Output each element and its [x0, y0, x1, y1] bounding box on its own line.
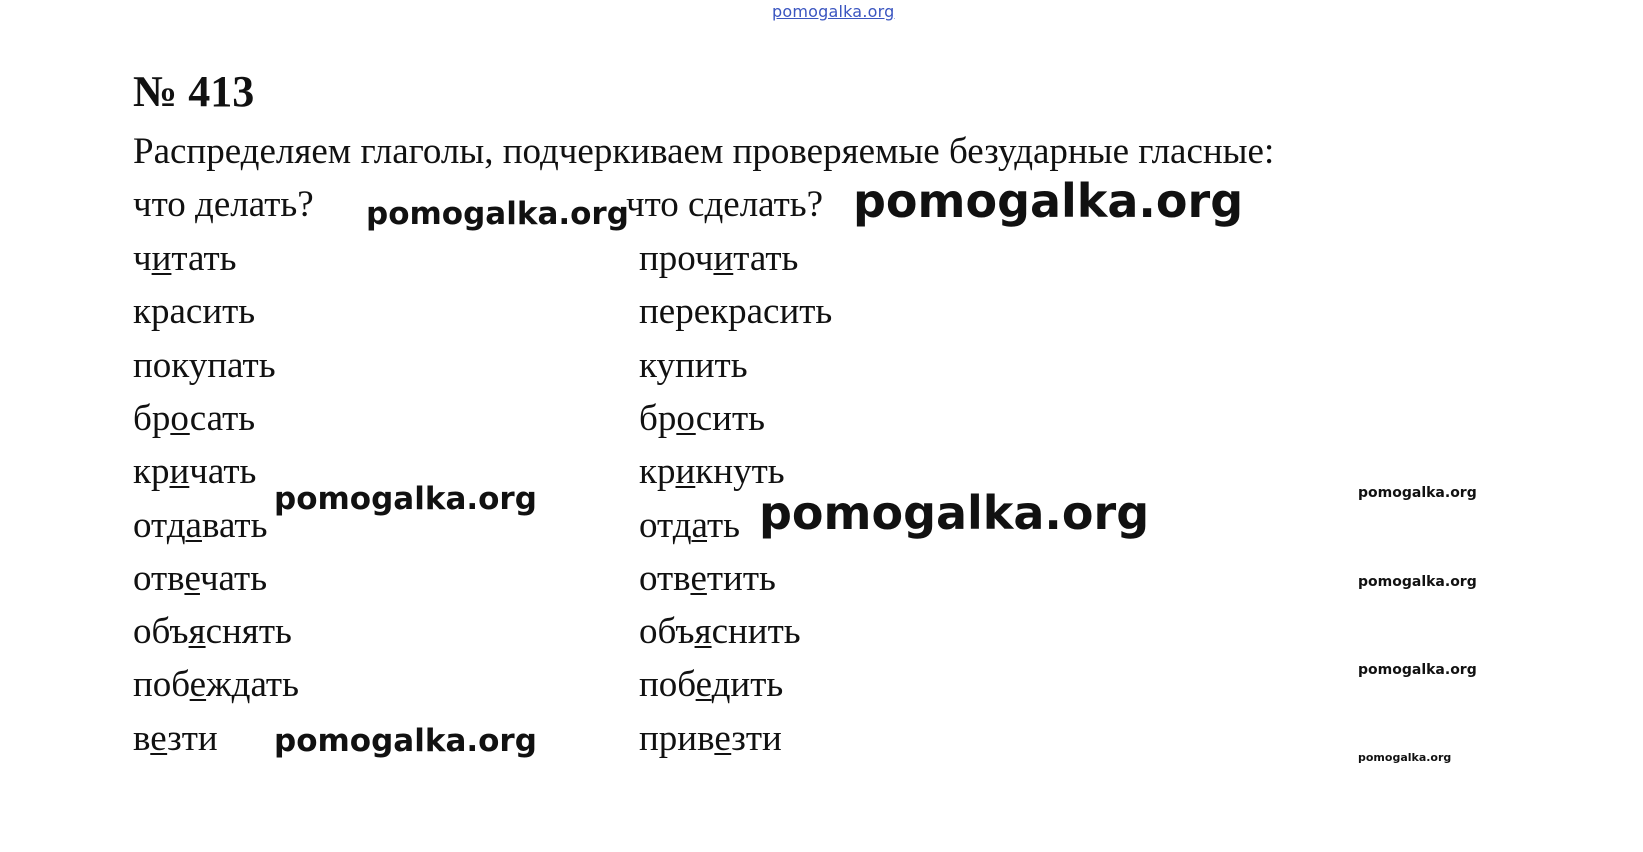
verb-segment: красить: [133, 291, 256, 332]
right-verb: [639, 507, 740, 544]
verb-segment: объ: [133, 611, 189, 652]
verb-segment: зти: [167, 718, 218, 759]
right-verb: [639, 560, 776, 597]
verb-segment: бр: [639, 398, 677, 439]
underlined-vowel: я: [694, 611, 712, 652]
verb-segment: ть: [707, 505, 741, 546]
verb-segment: прив: [639, 718, 715, 759]
verb-segment: объ: [639, 611, 695, 652]
right-verb: [639, 720, 782, 757]
top-watermark-link[interactable]: pomogalka.org: [772, 2, 895, 21]
right-verb: [639, 666, 783, 703]
watermark: pomogalka.org: [853, 174, 1244, 228]
underlined-vowel: е: [714, 718, 732, 759]
verb-segment: чать: [189, 451, 257, 492]
verb-segment: перекрасить: [639, 291, 833, 332]
verb-segment: кр: [133, 451, 170, 492]
right-verb: [639, 400, 765, 437]
verb-segment: отд: [639, 505, 692, 546]
left-verb: [133, 293, 255, 330]
underlined-vowel: а: [691, 505, 707, 546]
watermark: pomogalka.org: [274, 723, 537, 759]
underlined-vowel: о: [170, 398, 190, 439]
verb-segment: поб: [639, 664, 696, 705]
verb-segment: покупать: [133, 345, 276, 386]
verb-segment: поб: [133, 664, 190, 705]
verb-segment: снять: [205, 611, 292, 652]
left-verb: [133, 613, 292, 650]
underlined-vowel: е: [184, 558, 200, 599]
right-verb: [639, 240, 798, 277]
verb-segment: сать: [189, 398, 256, 439]
verb-segment: в: [133, 718, 151, 759]
verb-segment: зти: [731, 718, 782, 759]
verb-segment: вать: [201, 505, 268, 546]
underlined-vowel: е: [189, 664, 207, 705]
watermark: pomogalka.org: [1358, 751, 1452, 764]
watermark: pomogalka.org: [1358, 662, 1477, 678]
underlined-vowel: и: [675, 451, 696, 492]
verb-segment: проч: [639, 238, 714, 279]
verb-segment: снить: [711, 611, 801, 652]
task-number-heading: № 413: [133, 67, 255, 116]
verb-segment: тать: [171, 238, 237, 279]
verb-segment: тать: [733, 238, 799, 279]
verb-segment: кнуть: [695, 451, 785, 492]
right-column-header: что сделать?: [626, 184, 824, 225]
underlined-vowel: и: [169, 451, 190, 492]
left-verb: [133, 720, 218, 757]
left-verb: [133, 560, 267, 597]
underlined-vowel: и: [151, 238, 172, 279]
left-column-header: что делать?: [133, 184, 314, 225]
verb-segment: дить: [711, 664, 784, 705]
watermark: pomogalka.org: [1358, 485, 1477, 501]
verb-segment: кр: [639, 451, 676, 492]
right-verb: [639, 613, 801, 650]
watermark: pomogalka.org: [759, 486, 1150, 540]
verb-segment: тить: [706, 558, 776, 599]
left-verb: [133, 453, 256, 490]
underlined-vowel: и: [713, 238, 734, 279]
underlined-vowel: а: [185, 505, 202, 546]
verb-segment: отв: [639, 558, 691, 599]
task-instruction: Распределяем глаголы, подчеркиваем проверяемые безударные гласные:: [133, 131, 1275, 172]
underlined-vowel: е: [150, 718, 168, 759]
underlined-vowel: е: [695, 664, 712, 705]
watermark: pomogalka.org: [366, 196, 629, 232]
watermark: pomogalka.org: [1358, 574, 1477, 590]
underlined-vowel: о: [676, 398, 696, 439]
right-verb: [639, 293, 832, 330]
verb-segment: ч: [133, 238, 152, 279]
right-verb: [639, 453, 785, 490]
verb-segment: бр: [133, 398, 171, 439]
right-verb: [639, 347, 748, 384]
underlined-vowel: я: [188, 611, 206, 652]
left-verb: [133, 507, 267, 544]
left-verb: [133, 347, 276, 384]
watermark: pomogalka.org: [274, 481, 537, 517]
verb-segment: отд: [133, 505, 186, 546]
verb-segment: ждать: [206, 664, 299, 705]
underlined-vowel: е: [690, 558, 707, 599]
left-verb: [133, 400, 255, 437]
verb-segment: сить: [695, 398, 766, 439]
left-verb: [133, 240, 237, 277]
verb-segment: купить: [639, 345, 748, 386]
verb-segment: отв: [133, 558, 185, 599]
left-verb: [133, 666, 299, 703]
verb-segment: чать: [199, 558, 268, 599]
